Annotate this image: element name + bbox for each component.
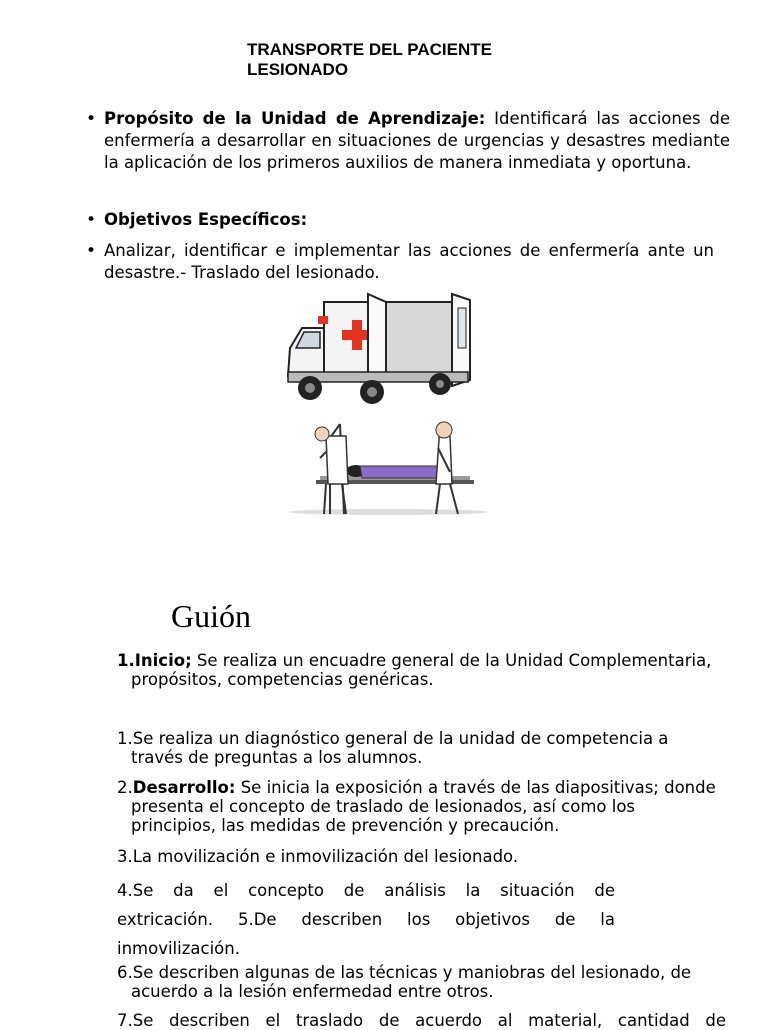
tecnicas-line-2: acuerdo a la lesión enfermedad entre otros. [131,982,494,1001]
list-item-extricacion [117,876,615,963]
list-item-traslado: 7.Se describen el traslado de acuerdo al material, cantidad de [117,1011,726,1030]
desarrollo-line-1: Se inicia la exposición a través de las diapositivas; donde [235,778,716,797]
item-number: 2. [117,778,133,797]
ambulance-icon [288,294,470,404]
list-item-inicio [117,651,726,689]
list-item-tecnicas [117,963,726,1001]
inicio-text-line-2: propósitos, competencias genéricas. [131,670,434,689]
objectives-heading [104,209,730,231]
diagnostico-line-2: través de preguntas a los alumnos. [131,748,423,767]
bullet-icon: • [86,109,97,129]
desarrollo-line-3: principios, las medidas de prevención y precaución. [131,816,560,835]
list-item-movilizacion: 3.La movilización e inmovilización del lesionado. [117,847,519,866]
inicio-label: Inicio; [134,651,192,670]
item-number: 1. [117,651,135,670]
objectives-text: Analizar, identificar e implementar las acciones de enfermería ante un desastre.- Traslado del lesionado. [104,241,714,282]
ambulance-stretcher-illustration [280,288,495,516]
guion-heading: Guión [171,598,251,634]
desarrollo-label: Desarrollo: [132,778,236,797]
title-line-1: TRANSPORTE DEL PACIENTE [247,40,492,59]
tecnicas-line-1: Se describen algunas de las técnicas y maniobras del lesionado, de [132,963,692,982]
extricacion-line-1: 4.Se da el concepto de análisis la situación de [117,881,615,900]
inicio-text-line-1: Se realiza un encuadre general de la Unidad Complementaria, [191,651,712,670]
document-title [247,40,492,80]
desarrollo-line-2: presenta el concepto de traslado de lesionados, así como los [131,797,636,816]
bullet-icon: • [86,241,97,261]
purpose-label: Propósito de la Unidad de Aprendizaje: [104,109,486,128]
bullet-icon: • [86,210,97,230]
item-number: 6. [117,963,133,982]
extricacion-line-3: inmovilización. [117,939,240,958]
stretcher-bearers-icon [288,422,488,515]
item-number: 1. [117,729,133,748]
purpose-text: Identificará las acciones de enfermería a desarrollar en situaciones de urgencias y desastres mediante la aplicación de los primeros auxilios de manera inmediata y oportuna. [104,109,730,172]
list-item-diagnostico [117,729,726,767]
objectives-label: Objetivos Específicos: [104,210,308,229]
title-line-2: LESIONADO [247,60,349,79]
diagnostico-line-1: Se realiza un diagnóstico general de la unidad de competencia a [132,729,669,748]
purpose-paragraph [104,108,730,174]
list-item-desarrollo [117,778,726,835]
extricacion-line-2: extricación. 5.De describen los objetivos de la [117,910,615,929]
